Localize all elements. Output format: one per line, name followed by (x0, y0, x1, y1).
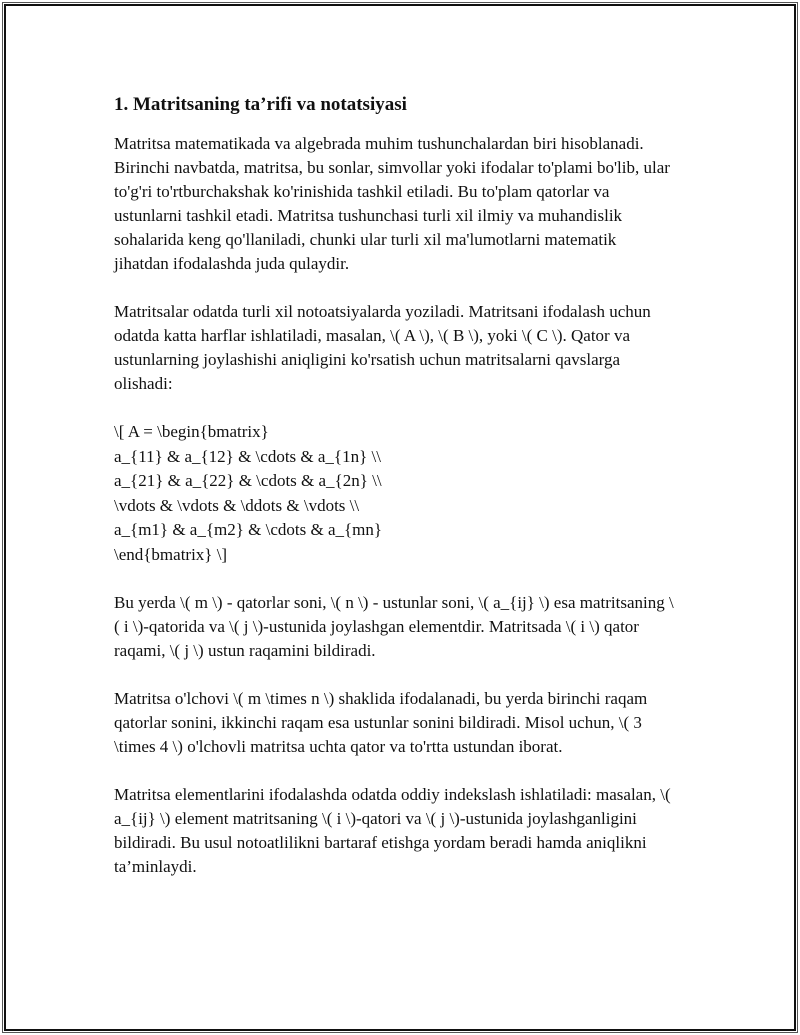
paragraph-notation: Matritsalar odatda turli xil notoatsiyalarda yoziladi. Matritsani ifodalash uchun odatda katta harflar ishlatiladi, masalan, \( A \), \( B \), yoki \( C \). Qator va ustunlarning joylashishi aniqligini ko'rsatish uchun matritsalarni qavslarga olishadi: (114, 302, 651, 393)
math-line: \[ A = \begin{bmatrix} (114, 422, 269, 441)
paragraph-dimension: Matritsa o'lchovi \( m \times n \) shaklida ifodalanadi, bu yerda birinchi raqam qatorlar sonini, ikkinchi raqam esa ustunlar sonini bildiradi. Misol uchun, \( 3 \times 4 \) o'lchovli matritsa uchta qator va to'rtta ustundan iborat. (114, 689, 648, 756)
matrix-latex-block (114, 420, 674, 567)
paragraph-definition: Matritsa matematikada va algebrada muhim tushunchalardan biri hisoblanadi. Birinchi navbatda, matritsa, bu sonlar, simvollar yoki ifodalar to'plami bo'lib, ular to'g'ri to'rtburchakshak ko'rinishida tashkil etiladi. Bu to'plam qatorlar va ustunlarni tashkil etadi. Matritsa tushunchasi turli xil ilmiy va muhandislik sohalarida keng qo'llaniladi, chunki ular turli xil ma'lumotlarni matematik jihatdan ifodalashda juda qulaydir. (114, 134, 670, 273)
math-line: a_{11} & a_{12} & \cdots & a_{1n} \\ (114, 446, 381, 466)
section-heading: 1. Matritsaning ta’rifi va notatsiyasi (114, 94, 407, 115)
math-line: \vdots & \vdots & \ddots & \vdots \\ (114, 495, 360, 515)
paragraph-indexing: Matritsa elementlarini ifodalashda odatda oddiy indekslash ishlatiladi: masalan, \( a_{ij} \) element matritsaning \( i \)-qatori va \( j \)-ustunida joylashganligini bildiradi. Bu usul notoatlilikni bartaraf etishga yordam beradi hamda aniqlikni ta’minlaydi. (114, 785, 671, 876)
document-body (114, 90, 674, 903)
math-line: a_{21} & a_{22} & \cdots & a_{2n} \\ (114, 471, 382, 490)
math-line: a_{m1} & a_{m2} & \cdots & a_{mn} (114, 520, 383, 539)
math-line: \end{bmatrix} \] (114, 544, 228, 564)
paragraph-indices: Bu yerda \( m \) - qatorlar soni, \( n \) - ustunlar soni, \( a_{ij} \) esa matritsaning \( i \)-qatorida va \( j \)-ustunida joylashgan elementdir. Matritsada \( i \) qator raqami, \( j \) ustun raqamini bildiradi. (114, 593, 674, 660)
